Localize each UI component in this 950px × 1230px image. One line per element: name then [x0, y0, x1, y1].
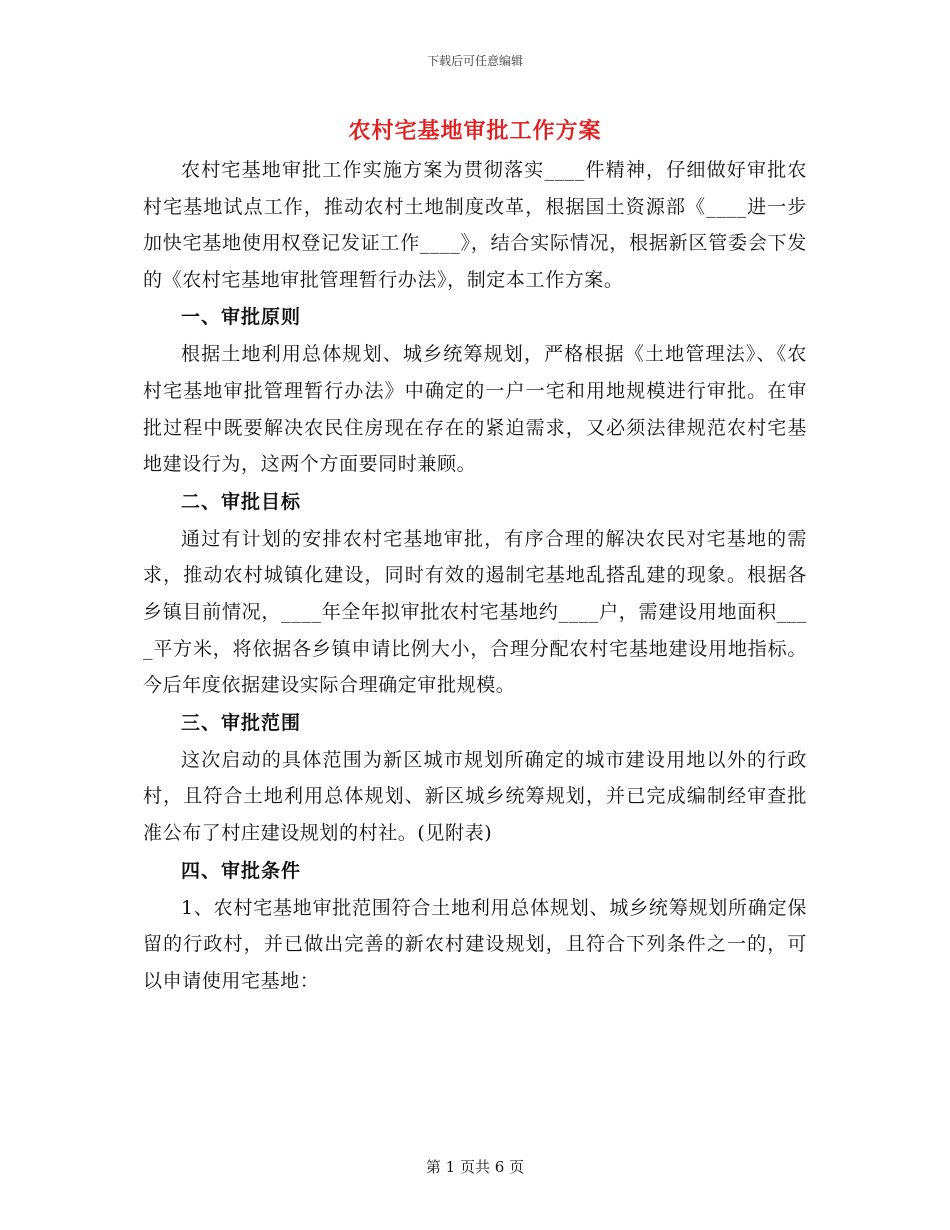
- page-number: 第 1 页共 6 页: [425, 1158, 525, 1176]
- intro-paragraph: 农村宅基地审批工作实施方案为贯彻落实____件精神，仔细做好审批农村宅基地试点工作，推动农村土地制度改革，根据国土资源部《____进一步加快宅基地使用权登记发证工作____》，结合实际情况，根据新区管委会下发的《农村宅基地审批管理暂行办法》，制定本工作方案。: [143, 159, 807, 291]
- page-header-note: 下载后可任意编辑: [426, 54, 523, 68]
- section-heading-principles: 一、审批原则: [181, 306, 302, 329]
- section-text-conditions: 1、农村宅基地审批范围符合土地利用总体规划、城乡统筹规划所确定保留的行政村，并已做出完善的新农村建设规划，且符合下列条件之一的，可以申请使用宅基地：: [143, 896, 807, 992]
- document-title: 农村宅基地审批工作方案: [348, 118, 602, 144]
- section-heading-scope: 三、审批范围: [181, 711, 302, 734]
- section-text-scope: 这次启动的具体范围为新区城市规划所确定的城市建设用地以外的行政村，且符合土地利用总体规划、新区城乡统筹规划，并已完成编制经审查批准公布了村庄建设规划的村社。(见附表): [143, 748, 807, 844]
- section-text-principles: 根据土地利用总体规划、城乡统筹规划，严格根据《土地管理法》、《农村宅基地审批管理暂行办法》中确定的一户一宅和用地规模进行审批。在审批过程中既要解决农民住房现在存在的紧迫需求，又必须法律规范农村宅基地建设行为，这两个方面要同时兼顾。: [143, 343, 807, 476]
- document-body: [143, 152, 807, 999]
- section-heading-goals: 二、审批目标: [181, 490, 302, 513]
- section-text-goals: 通过有计划的安排农村宅基地审批，有序合理的解决农民对宅基地的需求，推动农村城镇化建设，同时有效的遏制宅基地乱搭乱建的现象。根据各乡镇目前情况，____年全年拟审批农村宅基地约____户，需建设用地面积____平方米，将依据各乡镇申请比例大小，合理分配农村宅基地建设用地指标。今后年度依据建设实际合理确定审批规模。: [143, 527, 807, 697]
- section-heading-conditions: 四、审批条件: [181, 859, 302, 882]
